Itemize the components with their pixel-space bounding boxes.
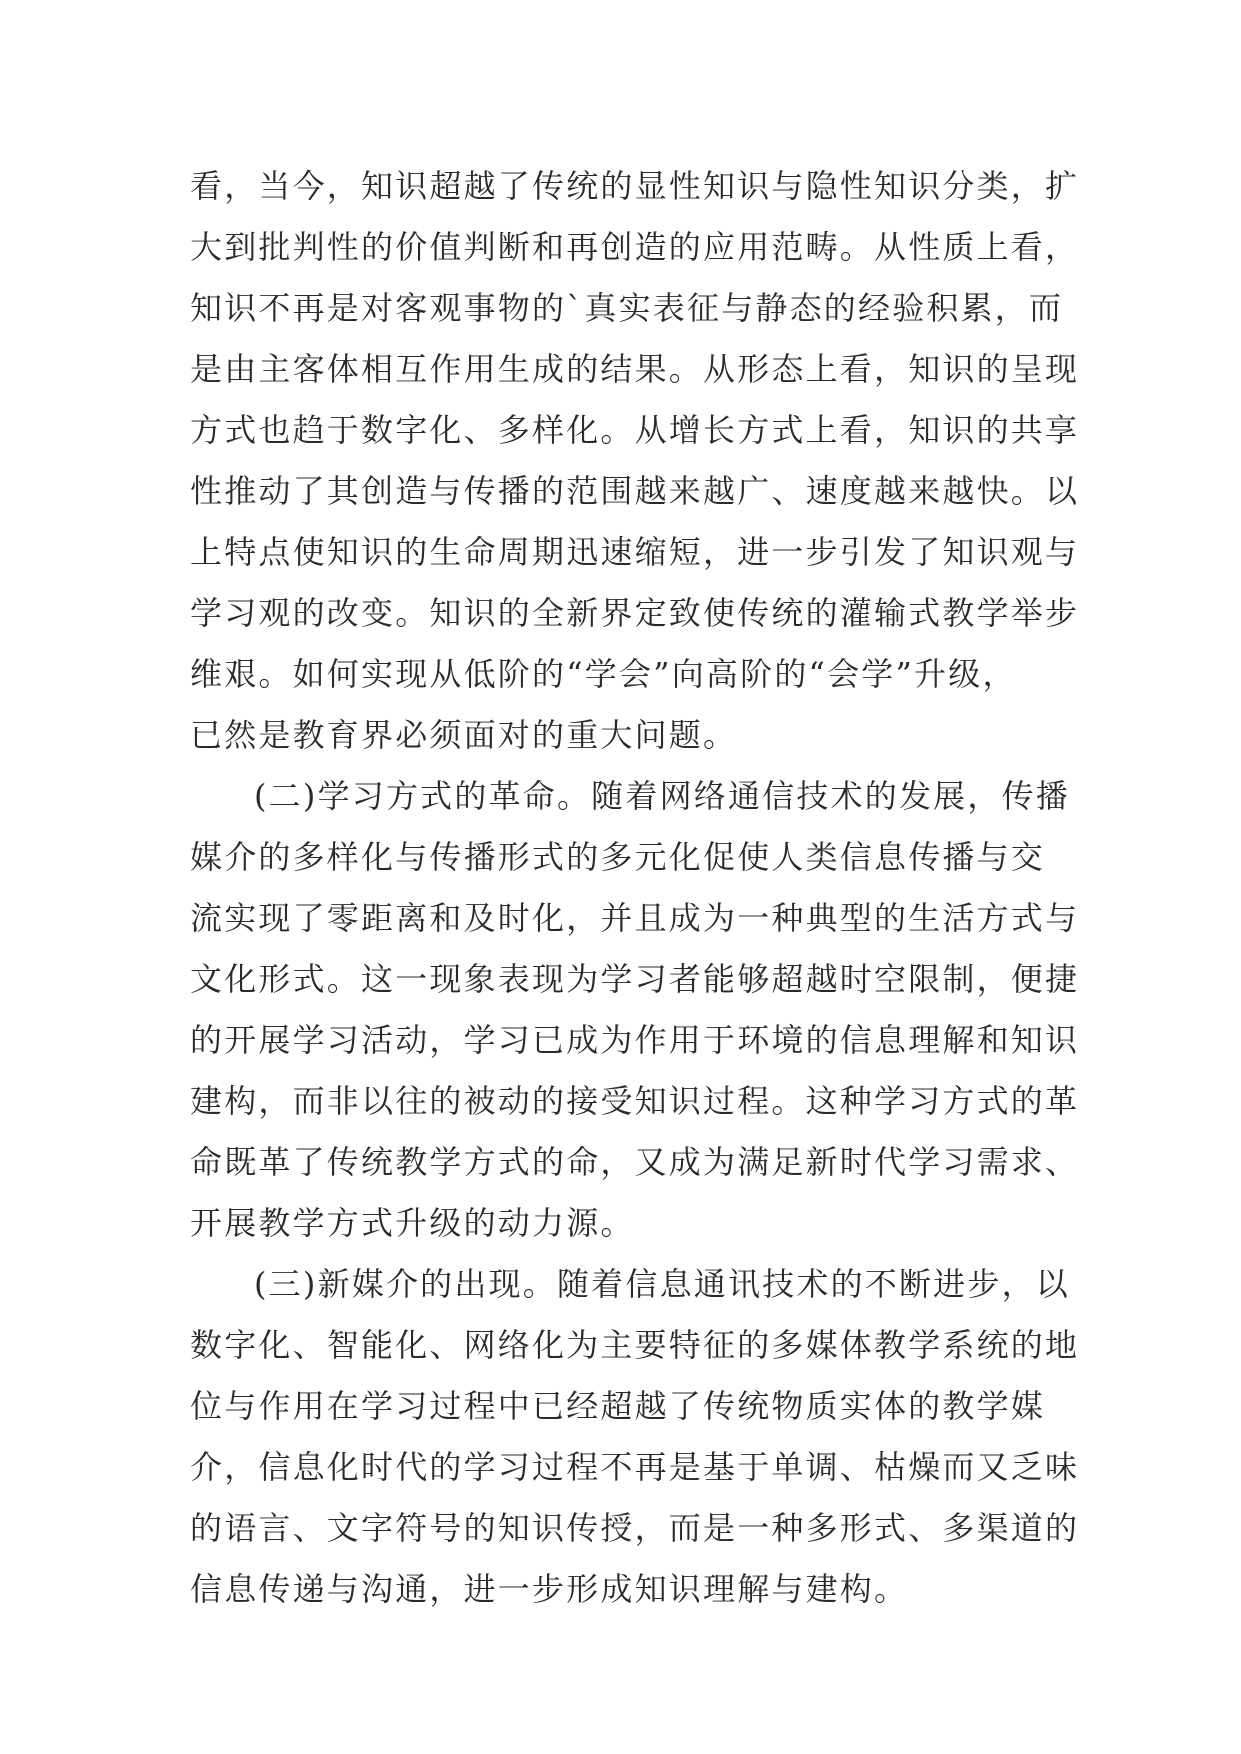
text-line: 数字化、智能化、网络化为主要特征的多媒体教学系统的地 (190, 1326, 1080, 1364)
text-line: 位与作用在学习过程中已经超越了传统物质实体的教学媒 (190, 1387, 1046, 1425)
text-line: (二)学习方式的革命。随着网络通信技术的发展，传播 (254, 777, 1070, 815)
text-line: 的语言、文字符号的知识传授，而是一种多形式、多渠道的 (190, 1509, 1080, 1547)
text-line: 信息传递与沟通，进一步形成知识理解与建构。 (190, 1570, 909, 1608)
text-line: 维艰。如何实现从低阶的“学会”向高阶的“会学”升级， (190, 655, 1017, 693)
text-line: 知识不再是对客观事物的`真实表征与静态的经验积累，而 (190, 289, 1064, 327)
text-line: 媒介的多样化与传播形式的多元化促使人类信息传播与交 (190, 838, 1046, 876)
text-line: 是由主客体相互作用生成的结果。从形态上看，知识的呈现 (190, 350, 1080, 388)
text-line: 上特点使知识的生命周期迅速缩短，进一步引发了知识观与 (190, 533, 1080, 571)
text-line: 大到批判性的价值判断和再创造的应用范畴。从性质上看， (190, 228, 1080, 266)
text-line: 方式也趋于数字化、多样化。从增长方式上看，知识的共享 (190, 411, 1080, 449)
text-line: (三)新媒介的出现。随着信息通讯技术的不断进步，以 (254, 1265, 1070, 1303)
text-line: 流实现了零距离和及时化，并且成为一种典型的生活方式与 (190, 899, 1080, 937)
text-line: 命既革了传统教学方式的命，又成为满足新时代学习需求、 (190, 1143, 1080, 1181)
text-line: 已然是教育界必须面对的重大问题。 (190, 716, 738, 754)
text-line: 学习观的改变。知识的全新界定致使传统的灌输式教学举步 (190, 594, 1080, 632)
text-line: 建构，而非以往的被动的接受知识过程。这种学习方式的革 (190, 1082, 1080, 1120)
text-line: 看，当今，知识超越了传统的显性知识与隐性知识分类，扩 (190, 167, 1080, 205)
text-line: 开展教学方式升级的动力源。 (190, 1204, 635, 1242)
text-line: 文化形式。这一现象表现为学习者能够超越时空限制，便捷 (190, 960, 1080, 998)
body-text (190, 156, 1080, 1620)
text-line: 介，信息化时代的学习过程不再是基于单调、枯燥而又乏味 (190, 1448, 1080, 1486)
text-line: 性推动了其创造与传播的范围越来越广、速度越来越快。以 (190, 472, 1080, 510)
text-line: 的开展学习活动，学习已成为作用于环境的信息理解和知识 (190, 1021, 1080, 1059)
